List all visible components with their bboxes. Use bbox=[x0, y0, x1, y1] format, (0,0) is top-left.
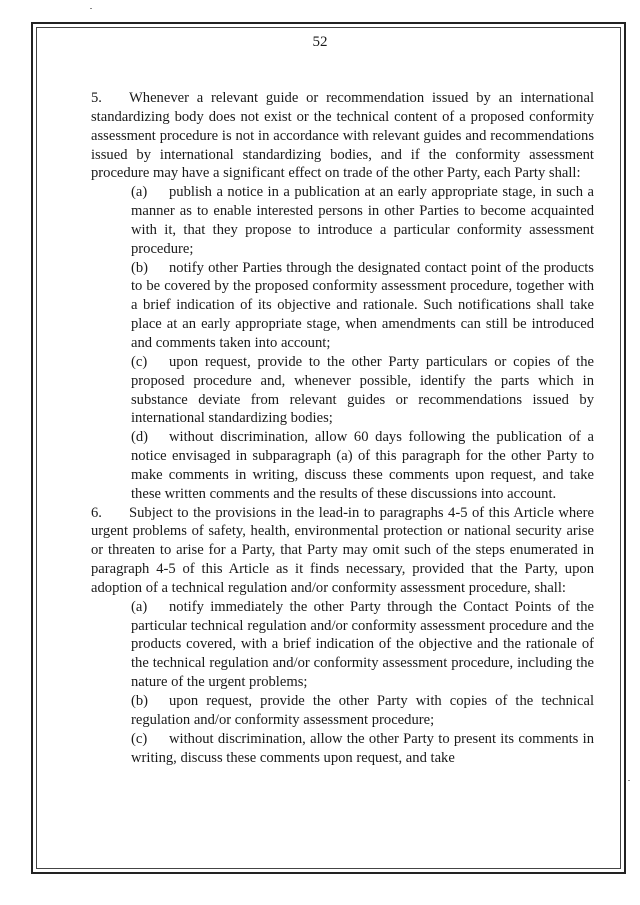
document-body bbox=[91, 89, 594, 767]
subparagraph-label: (a) bbox=[131, 598, 148, 615]
scan-speck bbox=[628, 780, 630, 781]
subparagraph-6a bbox=[131, 598, 594, 692]
subparagraph-5b bbox=[131, 259, 594, 353]
paragraph-text: Whenever a relevant guide or recommendation issued by an international standardizing body does not exist or the technical content of a proposed conformity assessment procedure is not in accordance with relevant guides and recommendations issued by international standardizing bodies, and if the conformity assessment procedure may have a significant effect on trade of the other Party, each Party shall: bbox=[91, 90, 594, 182]
paragraph-number: 6. bbox=[91, 504, 102, 521]
subparagraph-label: (c) bbox=[131, 730, 148, 747]
subparagraph-text: upon request, provide the other Party with copies of the technical regulation and/or conformity assessment procedure; bbox=[131, 693, 594, 728]
subparagraph-6b bbox=[131, 692, 594, 730]
paragraph-text: Subject to the provisions in the lead-in to paragraphs 4-5 of this Article where urgent problems of safety, health, environmental protection or national security arise or threaten to arise for a Party, that Party may omit such of the steps enumerated in paragraph 4-5 of this Article as it finds necessary, provided that the Party, upon adoption of a technical regulation and/or conformity assessment procedure, shall: bbox=[91, 504, 594, 596]
subparagraph-label: (c) bbox=[131, 353, 148, 370]
subparagraph-text: upon request, provide to the other Party particulars or copies of the proposed procedure and, whenever possible, identify the parts which in substance deviate from relevant guides or recommendations issued by international standardizing bodies; bbox=[131, 353, 594, 427]
page-number: 52 bbox=[312, 34, 328, 50]
subparagraph-5d bbox=[131, 428, 594, 503]
subparagraph-label: (b) bbox=[131, 693, 149, 709]
paragraph-number: 5. bbox=[91, 90, 102, 106]
subparagraph-label: (d) bbox=[131, 429, 149, 446]
subparagraph-text: without discrimination, allow 60 days following the publication of a notice envisaged in subparagraph (a) of this paragraph for the other Party to make comments in writing, discuss these comments upon request, and take these written comments and the results of these discussions into account. bbox=[131, 429, 594, 502]
subparagraph-text: notify immediately the other Party through the Contact Points of the particular technical regulation and/or conformity assessment procedure and the products covered, with a brief indication of the objective and the rationale of the technical regulation and/or conformity assessment procedure, including the nature of the urgent problems; bbox=[131, 598, 594, 691]
paragraph-5 bbox=[91, 89, 594, 183]
subparagraph-label: (b) bbox=[131, 259, 149, 276]
subparagraph-text: publish a notice in a publication at an early appropriate stage, in such a manner as to enable interested persons in other Parties to become acquainted with it, that they propose to introduce a particular conformity assessment procedure; bbox=[131, 184, 594, 257]
subparagraph-5a bbox=[131, 183, 594, 258]
subparagraph-label: (a) bbox=[131, 184, 148, 201]
subparagraph-text: notify other Parties through the designated contact point of the products to be covered by the proposed conformity assessment procedure, together with a brief indication of its objective and rationale. Such notifications shall take place at an early appropriate stage, when amendments can still be introduced and comments taken into account; bbox=[131, 259, 594, 351]
subparagraph-text: without discrimination, allow the other Party to present its comments in writing, discuss these comments upon request, and take bbox=[131, 730, 594, 766]
paragraph-6 bbox=[91, 504, 594, 598]
scan-speck bbox=[90, 8, 92, 9]
subparagraph-5c bbox=[131, 353, 594, 428]
subparagraph-6c bbox=[131, 730, 594, 768]
